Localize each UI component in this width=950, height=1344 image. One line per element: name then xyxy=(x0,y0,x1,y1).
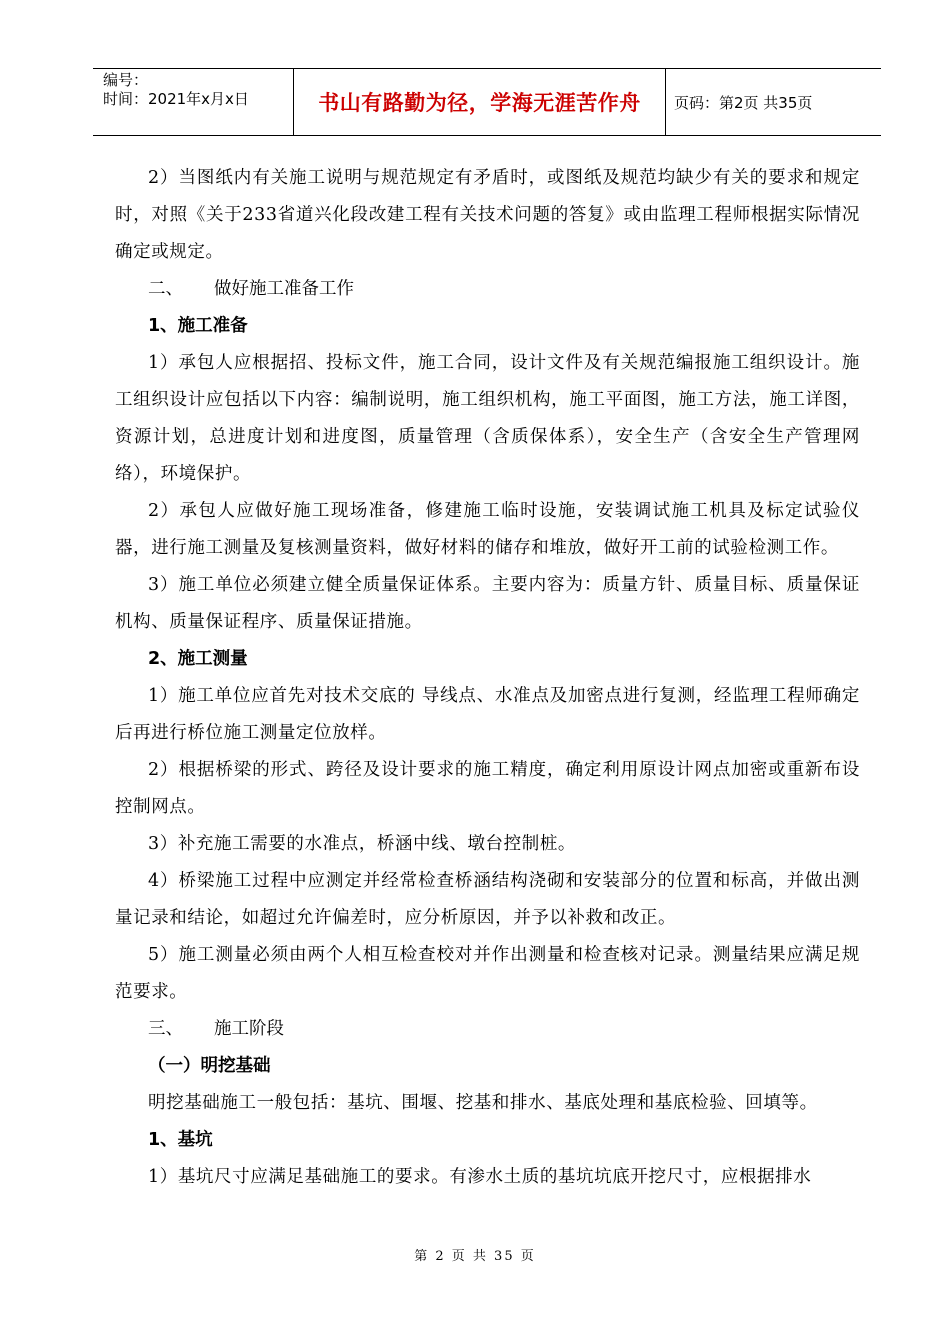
paragraph: 1）施工单位应首先对技术交底的 导线点、水准点及加密点进行复测，经监理工程师确定后再进行桥位施工测量定位放样。 xyxy=(115,686,860,743)
header-motto: 书山有路勤为径，学海无涯苦作舟 xyxy=(318,91,641,115)
subsection-heading: 2、施工测量 xyxy=(148,649,248,669)
paragraph: 1）承包人应根据招、投标文件，施工合同，设计文件及有关规范编报施工组织设计。施工组织设计应包括以下内容：编制说明，施工组织机构，施工平面图，施工方法，施工详图，资源计划，总进度计划和进度图，质量管理（含质保体系），安全生产（含安全生产管理网络），环境保护。 xyxy=(115,353,860,484)
page-header xyxy=(93,68,881,136)
header-page-info: 页码：第2页 共35页 xyxy=(674,93,813,112)
section-title: 做好施工准备工作 xyxy=(214,279,354,299)
section-number: 三、 xyxy=(148,1019,183,1039)
section-title: 施工阶段 xyxy=(214,1019,284,1039)
paragraph: 3）补充施工需要的水准点，桥涵中线、墩台控制桩。 xyxy=(148,834,577,854)
paragraph: 2）根据桥梁的形式、跨径及设计要求的施工精度，确定利用原设计网点加密或重新布设控制网点。 xyxy=(115,760,860,817)
subsection-heading: 1、施工准备 xyxy=(148,316,248,336)
header-motto-cell xyxy=(293,69,666,135)
section-heading-3 xyxy=(115,1011,860,1048)
subsection-heading: 1、基坑 xyxy=(148,1130,213,1150)
document-body xyxy=(115,160,860,1196)
paragraph: 2）当图纸内有关施工说明与规范规定有矛盾时，或图纸及规范均缺少有关的要求和规定时，对照《关于233省道兴化段改建工程有关技术问题的答复》或由监理工程师根据实际情况确定或规定。 xyxy=(115,168,860,262)
paragraph: 3）施工单位必须建立健全质量保证体系。主要内容为：质量方针、质量目标、质量保证机构、质量保证程序、质量保证措施。 xyxy=(115,575,860,632)
paragraph: 4）桥梁施工过程中应测定并经常检查桥涵结构浇砌和安装部分的位置和标高，并做出测量记录和结论，如超过允许偏差时，应分析原因，并予以补救和改正。 xyxy=(115,871,860,928)
paragraph: 5）施工测量必须由两个人相互检查校对并作出测量和检查核对记录。测量结果应满足规范要求。 xyxy=(115,945,860,1002)
paragraph: 1）基坑尺寸应满足基础施工的要求。有渗水土质的基坑坑底开挖尺寸，应根据排水 xyxy=(148,1167,812,1187)
header-meta xyxy=(93,69,293,135)
number-label: 编号： xyxy=(103,71,149,89)
paragraph: 明挖基础施工一般包括：基坑、围堰、挖基和排水、基底处理和基底检验、回填等。 xyxy=(148,1093,818,1113)
time-label: 时间：2021年x月x日 xyxy=(103,90,249,108)
page-footer: 第 2 页 共 35 页 xyxy=(414,1249,536,1264)
paragraph: 2）承包人应做好施工现场准备，修建施工临时设施，安装调试施工机具及标定试验仪器，进行施工测量及复核测量资料，做好材料的储存和堆放，做好开工前的试验检测工作。 xyxy=(115,501,860,558)
subsection-heading: （一）明挖基础 xyxy=(148,1056,271,1076)
section-heading-2 xyxy=(115,271,860,308)
section-number: 二、 xyxy=(148,279,183,299)
